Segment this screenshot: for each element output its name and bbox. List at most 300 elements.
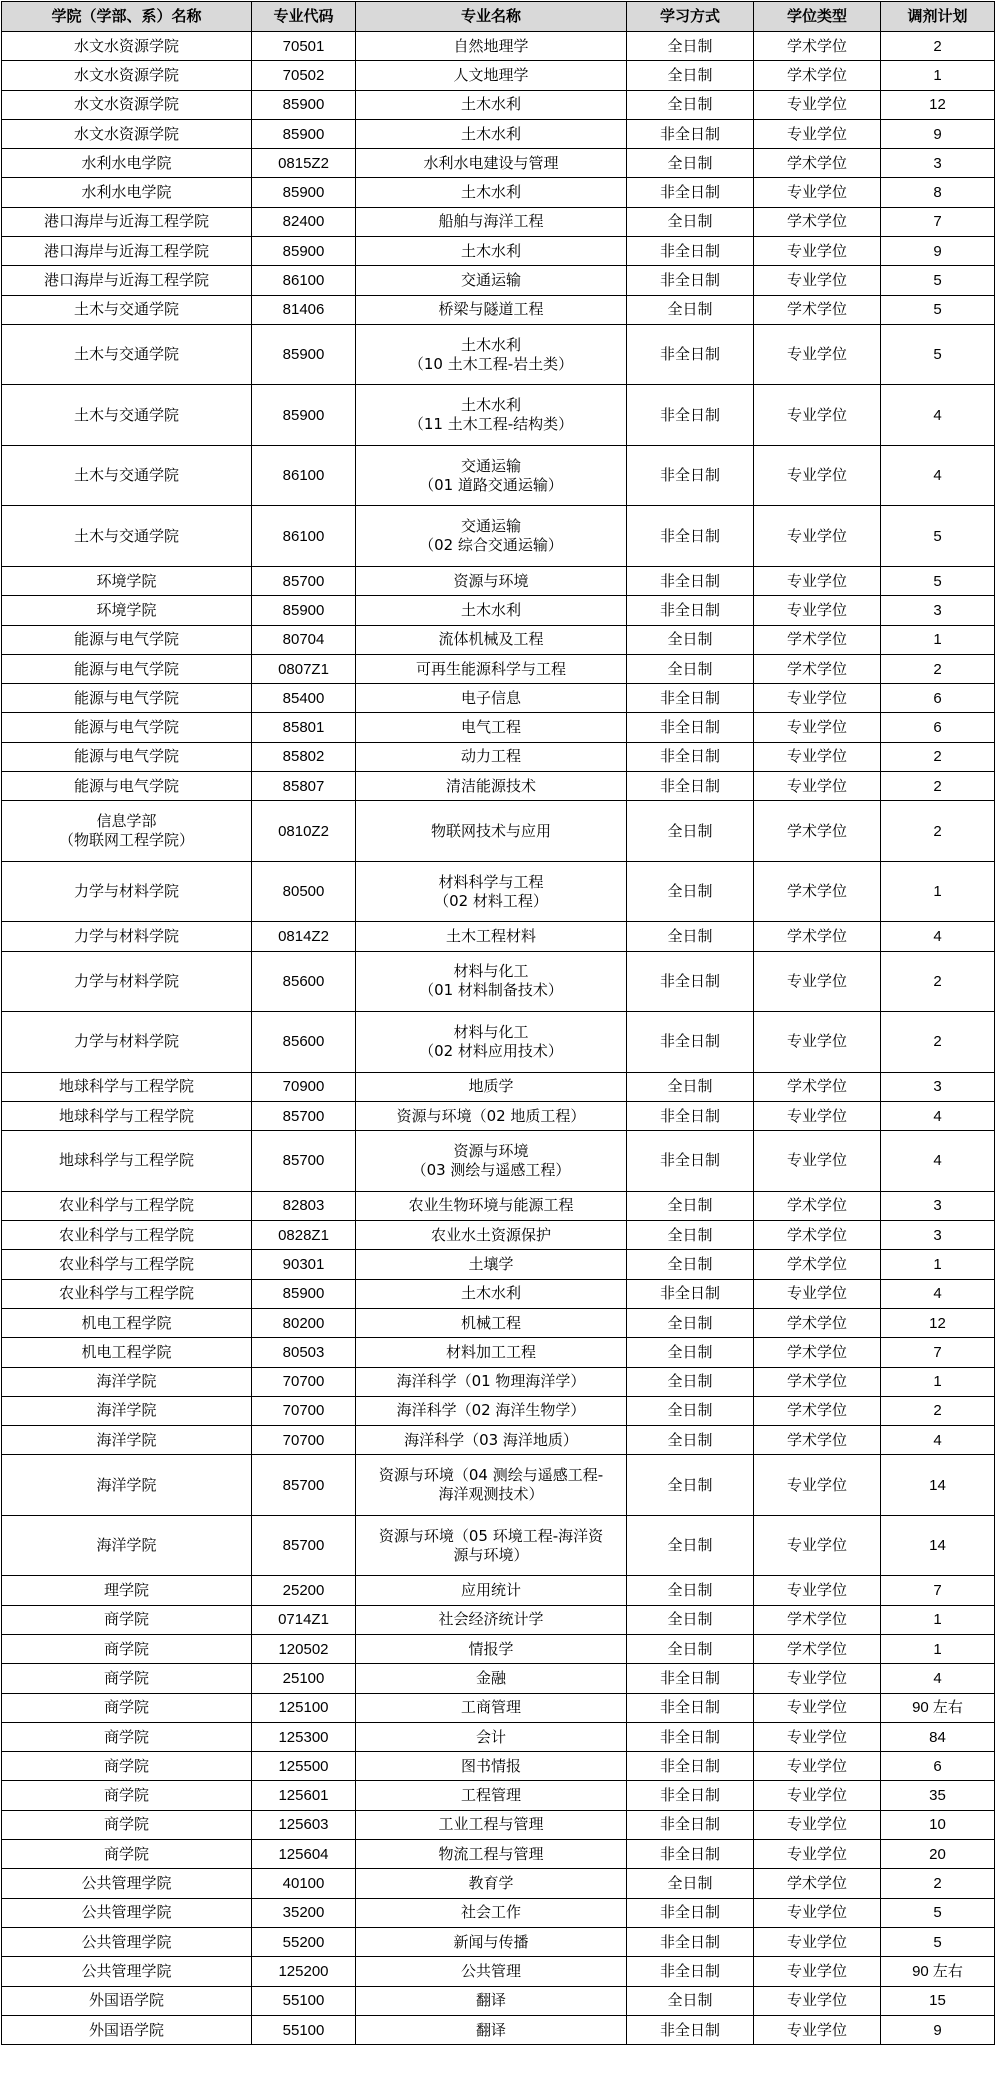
- degree-type-cell: [754, 1898, 881, 1927]
- college-cell: [2, 1455, 252, 1516]
- study-mode-cell-text: 非全日制: [659, 2020, 720, 2039]
- major-cell: [356, 1308, 627, 1337]
- code-cell: [252, 1957, 356, 1986]
- code-cell: [252, 1986, 356, 2015]
- college-cell: [2, 1957, 252, 1986]
- plan-count-cell: [881, 654, 995, 683]
- plan-count-cell: [881, 625, 995, 654]
- college-cell-text: 公共管理学院: [81, 1874, 172, 1893]
- table-row: [2, 207, 995, 236]
- degree-type-cell: [754, 596, 881, 625]
- degree-type-cell: [754, 295, 881, 324]
- major-cell-text: 电子信息: [460, 688, 521, 707]
- college-cell-text: 地球科学与工程学院: [58, 1077, 194, 1096]
- major-cell: [356, 2015, 627, 2044]
- degree-type-cell-text: 专业学位: [786, 1475, 847, 1494]
- study-mode-cell-text: 非全日制: [659, 1756, 720, 1775]
- admission-adjustment-table: [1, 1, 995, 2045]
- major-cell: [356, 1722, 627, 1751]
- degree-type-cell-text: 学术学位: [786, 1254, 847, 1273]
- degree-type-cell-text: 专业学位: [786, 571, 847, 590]
- plan-count-cell: [881, 207, 995, 236]
- degree-type-cell: [754, 772, 881, 801]
- college-cell-text: 环境学院: [96, 600, 157, 619]
- college-cell-text: 公共管理学院: [81, 1903, 172, 1922]
- code-cell: [252, 1515, 356, 1576]
- college-cell: [2, 1279, 252, 1308]
- college-cell-text: 水利水电学院: [81, 183, 172, 202]
- degree-type-cell: [754, 90, 881, 119]
- code-cell-text: 90301: [282, 1255, 325, 1273]
- major-cell: [356, 1781, 627, 1810]
- study-mode-cell-text: 非全日制: [659, 1961, 720, 1980]
- plan-count-cell-text: 5: [933, 1904, 942, 1922]
- degree-type-cell: [754, 1927, 881, 1956]
- plan-count-cell: [881, 1635, 995, 1664]
- college-cell-text: 农业科学与工程学院: [58, 1284, 194, 1303]
- plan-count-cell: [881, 32, 995, 61]
- study-mode-cell-text: 全日制: [667, 1313, 713, 1332]
- major-cell-text: 材料与化工 （02 材料应用技术）: [419, 1022, 563, 1060]
- code-cell-text: 55100: [282, 2021, 325, 2039]
- code-cell: [252, 1898, 356, 1927]
- table-row: [2, 1012, 995, 1073]
- study-mode-cell-text: 非全日制: [659, 466, 720, 485]
- study-mode-cell: [627, 178, 754, 207]
- degree-type-cell-text: 专业学位: [786, 526, 847, 545]
- college-cell-text: 公共管理学院: [81, 1932, 172, 1951]
- study-mode-cell-text: 非全日制: [659, 1815, 720, 1834]
- degree-type-cell: [754, 654, 881, 683]
- code-cell-text: 25200: [282, 1582, 325, 1600]
- plan-count-cell: [881, 1576, 995, 1605]
- degree-type-cell-text: 专业学位: [786, 1786, 847, 1805]
- major-cell-text: 交通运输 （02 综合交通运输）: [419, 517, 563, 555]
- study-mode-cell-text: 全日制: [667, 1991, 713, 2010]
- college-cell: [2, 1515, 252, 1576]
- college-cell-text: 商学院: [103, 1727, 149, 1746]
- study-mode-cell-text: 非全日制: [659, 1844, 720, 1863]
- degree-type-cell-text: 专业学位: [786, 1698, 847, 1717]
- college-cell: [2, 1576, 252, 1605]
- code-cell: [252, 149, 356, 178]
- code-cell: [252, 90, 356, 119]
- table-row: [2, 1664, 995, 1693]
- major-cell: [356, 1426, 627, 1455]
- major-cell: [356, 1101, 627, 1130]
- study-mode-cell: [627, 951, 754, 1012]
- study-mode-cell: [627, 1635, 754, 1664]
- study-mode-cell-text: 非全日制: [659, 124, 720, 143]
- code-cell-text: 86100: [282, 527, 325, 545]
- study-mode-cell: [627, 1131, 754, 1192]
- major-cell-text: 教育学: [468, 1874, 514, 1893]
- major-cell: [356, 684, 627, 713]
- college-cell-text: 土木与交通学院: [73, 405, 179, 424]
- major-cell: [356, 922, 627, 951]
- major-cell-text: 农业生物环境与能源工程: [408, 1196, 574, 1215]
- plan-count-cell-text: 84: [929, 1728, 946, 1746]
- study-mode-cell: [627, 625, 754, 654]
- college-cell-text: 水文水资源学院: [73, 95, 179, 114]
- degree-type-cell-text: 学术学位: [786, 1639, 847, 1658]
- plan-count-cell-text: 4: [933, 406, 942, 424]
- college-cell: [2, 207, 252, 236]
- code-cell-text: 125500: [278, 1757, 329, 1775]
- degree-type-cell-text: 专业学位: [786, 600, 847, 619]
- code-cell-text: 0807Z1: [278, 660, 329, 678]
- code-cell: [252, 1781, 356, 1810]
- college-cell-text: 商学院: [103, 1786, 149, 1805]
- plan-count-cell: [881, 566, 995, 595]
- degree-type-cell-text: 专业学位: [786, 241, 847, 260]
- major-cell: [356, 1986, 627, 2015]
- study-mode-cell-text: 全日制: [667, 1581, 713, 1600]
- plan-count-cell-text: 7: [933, 1343, 942, 1361]
- major-cell-text: 水利水电建设与管理: [423, 153, 559, 172]
- major-cell: [356, 178, 627, 207]
- college-cell-text: 信息学部 （物联网工程学院）: [58, 812, 194, 850]
- degree-type-cell-text: 专业学位: [786, 95, 847, 114]
- code-cell: [252, 1072, 356, 1101]
- degree-type-cell: [754, 1101, 881, 1130]
- plan-count-cell: [881, 713, 995, 742]
- table-row: [2, 1752, 995, 1781]
- table-row: [2, 861, 995, 922]
- degree-type-cell: [754, 1308, 881, 1337]
- degree-type-cell: [754, 1455, 881, 1516]
- plan-count-cell-text: 4: [933, 1285, 942, 1303]
- major-cell-text: 土壤学: [468, 1254, 514, 1273]
- college-cell-text: 商学院: [103, 1610, 149, 1629]
- degree-type-cell: [754, 1986, 881, 2015]
- degree-type-cell: [754, 1722, 881, 1751]
- table-row: [2, 1131, 995, 1192]
- table-row: [2, 266, 995, 295]
- college-cell-text: 公共管理学院: [81, 1961, 172, 1980]
- major-cell: [356, 1191, 627, 1220]
- study-mode-cell: [627, 1515, 754, 1576]
- major-cell: [356, 1072, 627, 1101]
- code-cell-text: 85900: [282, 242, 325, 260]
- code-cell: [252, 654, 356, 683]
- college-cell: [2, 1131, 252, 1192]
- plan-count-cell: [881, 178, 995, 207]
- study-mode-cell-text: 非全日制: [659, 1727, 720, 1746]
- college-cell-text: 地球科学与工程学院: [58, 1151, 194, 1170]
- table-row: [2, 90, 995, 119]
- header-row: [2, 2, 995, 32]
- plan-count-cell: [881, 1426, 995, 1455]
- college-cell-text: 海洋学院: [96, 1430, 157, 1449]
- major-cell: [356, 1396, 627, 1425]
- plan-count-cell: [881, 1279, 995, 1308]
- college-cell-text: 商学院: [103, 1844, 149, 1863]
- plan-count-cell: [881, 1515, 995, 1576]
- major-cell-text: 土木水利: [460, 95, 521, 114]
- degree-type-cell: [754, 506, 881, 567]
- study-mode-cell-text: 全日制: [667, 1077, 713, 1096]
- degree-type-cell: [754, 1072, 881, 1101]
- code-cell: [252, 1840, 356, 1869]
- table-row: [2, 1576, 995, 1605]
- code-cell-text: 85700: [282, 1537, 325, 1555]
- major-cell-text: 会计: [475, 1727, 506, 1746]
- code-cell-text: 0810Z2: [278, 822, 329, 840]
- code-cell-text: 70700: [282, 1402, 325, 1420]
- degree-type-cell: [754, 1957, 881, 1986]
- plan-count-cell: [881, 1367, 995, 1396]
- code-cell-text: 55200: [282, 1933, 325, 1951]
- college-cell: [2, 801, 252, 862]
- major-cell: [356, 1515, 627, 1576]
- table-row: [2, 506, 995, 567]
- table-row: [2, 801, 995, 862]
- study-mode-cell: [627, 1722, 754, 1751]
- study-mode-cell-text: 全日制: [667, 926, 713, 945]
- study-mode-cell-text: 全日制: [667, 1254, 713, 1273]
- degree-type-cell-text: 学术学位: [786, 300, 847, 319]
- code-cell-text: 85700: [282, 572, 325, 590]
- major-cell: [356, 1664, 627, 1693]
- major-cell-text: 清洁能源技术: [445, 776, 536, 795]
- study-mode-cell-text: 非全日制: [659, 405, 720, 424]
- degree-type-cell: [754, 1131, 881, 1192]
- degree-type-cell-text: 专业学位: [786, 718, 847, 737]
- study-mode-cell-text: 非全日制: [659, 776, 720, 795]
- study-mode-cell: [627, 1221, 754, 1250]
- major-cell-text: 机械工程: [460, 1313, 521, 1332]
- table-row: [2, 1455, 995, 1516]
- degree-type-cell-text: 专业学位: [786, 1932, 847, 1951]
- college-cell: [2, 1250, 252, 1279]
- plan-count-cell-text: 2: [933, 822, 942, 840]
- code-cell: [252, 922, 356, 951]
- study-mode-cell: [627, 445, 754, 506]
- code-cell: [252, 1635, 356, 1664]
- plan-count-cell: [881, 1752, 995, 1781]
- study-mode-cell-text: 非全日制: [659, 971, 720, 990]
- plan-count-cell: [881, 951, 995, 1012]
- major-cell: [356, 90, 627, 119]
- code-cell-text: 85700: [282, 1476, 325, 1494]
- plan-count-cell: [881, 1810, 995, 1839]
- code-cell-text: 85600: [282, 1033, 325, 1051]
- plan-count-cell: [881, 1693, 995, 1722]
- table-row: [2, 295, 995, 324]
- code-cell: [252, 1367, 356, 1396]
- table-row: [2, 713, 995, 742]
- code-cell-text: 82400: [282, 213, 325, 231]
- table-row: [2, 445, 995, 506]
- plan-count-cell: [881, 1840, 995, 1869]
- code-cell-text: 0714Z1: [278, 1611, 329, 1629]
- degree-type-cell: [754, 1396, 881, 1425]
- table-row: [2, 324, 995, 385]
- plan-count-cell-text: 2: [933, 37, 942, 55]
- major-cell: [356, 1221, 627, 1250]
- code-cell-text: 85900: [282, 184, 325, 202]
- major-cell-text: 材料加工工程: [445, 1342, 536, 1361]
- study-mode-cell-text: 非全日制: [659, 571, 720, 590]
- degree-type-cell-text: 学术学位: [786, 1401, 847, 1420]
- degree-type-cell-text: 专业学位: [786, 971, 847, 990]
- table-row: [2, 2015, 995, 2044]
- study-mode-cell: [627, 324, 754, 385]
- college-cell-text: 力学与材料学院: [73, 882, 179, 901]
- college-cell-text: 商学院: [103, 1698, 149, 1717]
- table-row: [2, 61, 995, 90]
- college-cell-text: 商学院: [103, 1756, 149, 1775]
- study-mode-cell: [627, 119, 754, 148]
- study-mode-cell: [627, 1250, 754, 1279]
- college-cell-text: 理学院: [103, 1581, 149, 1600]
- code-cell-text: 85900: [282, 406, 325, 424]
- degree-type-cell: [754, 922, 881, 951]
- college-cell: [2, 1012, 252, 1073]
- college-cell: [2, 596, 252, 625]
- study-mode-cell-text: 非全日制: [659, 271, 720, 290]
- plan-count-cell: [881, 2015, 995, 2044]
- study-mode-cell-text: 全日制: [667, 1430, 713, 1449]
- major-cell-text: 公共管理: [460, 1961, 521, 1980]
- code-cell-text: 25100: [282, 1669, 325, 1687]
- degree-type-cell: [754, 713, 881, 742]
- table-row: [2, 1605, 995, 1634]
- major-cell: [356, 625, 627, 654]
- study-mode-cell: [627, 1927, 754, 1956]
- college-cell-text: 机电工程学院: [81, 1313, 172, 1332]
- plan-count-cell-text: 4: [933, 467, 942, 485]
- code-cell: [252, 61, 356, 90]
- code-cell: [252, 32, 356, 61]
- code-cell-text: 70502: [282, 66, 325, 84]
- college-cell: [2, 772, 252, 801]
- plan-count-cell-text: 5: [933, 527, 942, 545]
- study-mode-cell: [627, 2015, 754, 2044]
- major-cell-text: 海洋科学（03 海洋地质）: [404, 1430, 578, 1449]
- major-cell-text: 土木水利: [460, 124, 521, 143]
- code-cell: [252, 625, 356, 654]
- major-cell: [356, 324, 627, 385]
- college-cell-text: 海洋学院: [96, 1475, 157, 1494]
- plan-count-cell-text: 4: [933, 1431, 942, 1449]
- plan-count-cell: [881, 684, 995, 713]
- plan-count-cell-text: 90 左右: [912, 1699, 963, 1717]
- code-cell-text: 125604: [278, 1845, 329, 1863]
- degree-type-cell-text: 学术学位: [786, 630, 847, 649]
- degree-type-cell: [754, 266, 881, 295]
- college-cell: [2, 1752, 252, 1781]
- college-cell-text: 农业科学与工程学院: [58, 1196, 194, 1215]
- major-cell: [356, 61, 627, 90]
- degree-type-cell: [754, 207, 881, 236]
- plan-count-cell: [881, 1072, 995, 1101]
- degree-type-cell: [754, 119, 881, 148]
- code-cell: [252, 237, 356, 266]
- code-cell: [252, 1455, 356, 1516]
- study-mode-cell: [627, 772, 754, 801]
- code-cell: [252, 2015, 356, 2044]
- study-mode-cell: [627, 1605, 754, 1634]
- study-mode-cell: [627, 1752, 754, 1781]
- degree-type-cell: [754, 1840, 881, 1869]
- table-row: [2, 1635, 995, 1664]
- study-mode-cell: [627, 1664, 754, 1693]
- table-row: [2, 1101, 995, 1130]
- degree-type-cell-text: 学术学位: [786, 1313, 847, 1332]
- plan-count-cell-text: 2: [933, 1033, 942, 1051]
- study-mode-cell-text: 全日制: [667, 300, 713, 319]
- major-cell: [356, 713, 627, 742]
- plan-count-cell-text: 15: [929, 1992, 946, 2010]
- degree-type-cell-text: 学术学位: [786, 1225, 847, 1244]
- degree-type-cell: [754, 1221, 881, 1250]
- degree-type-cell: [754, 1693, 881, 1722]
- code-cell: [252, 1396, 356, 1425]
- degree-type-cell: [754, 1279, 881, 1308]
- college-cell-text: 农业科学与工程学院: [58, 1225, 194, 1244]
- college-cell-text: 机电工程学院: [81, 1342, 172, 1361]
- plan-count-cell: [881, 1957, 995, 1986]
- degree-type-cell: [754, 1191, 881, 1220]
- code-cell: [252, 119, 356, 148]
- major-cell-text: 资源与环境: [453, 571, 529, 590]
- major-cell: [356, 1869, 627, 1898]
- study-mode-cell: [627, 1576, 754, 1605]
- college-cell: [2, 1221, 252, 1250]
- code-cell-text: 85700: [282, 1107, 325, 1125]
- table-row: [2, 1338, 995, 1367]
- major-cell: [356, 654, 627, 683]
- degree-type-cell-text: 专业学位: [786, 747, 847, 766]
- code-cell: [252, 178, 356, 207]
- major-cell-text: 电气工程: [460, 718, 521, 737]
- study-mode-cell-text: 非全日制: [659, 600, 720, 619]
- college-cell-text: 土木与交通学院: [73, 526, 179, 545]
- table-row: [2, 1840, 995, 1869]
- college-cell: [2, 1898, 252, 1927]
- degree-type-cell: [754, 861, 881, 922]
- study-mode-cell-text: 全日制: [667, 1372, 713, 1391]
- college-cell-text: 力学与材料学院: [73, 971, 179, 990]
- plan-count-cell: [881, 119, 995, 148]
- plan-count-cell-text: 9: [933, 242, 942, 260]
- degree-type-cell-text: 学术学位: [786, 1372, 847, 1391]
- college-cell-text: 能源与电气学院: [73, 688, 179, 707]
- study-mode-cell-text: 全日制: [667, 1610, 713, 1629]
- plan-count-cell: [881, 1250, 995, 1279]
- study-mode-cell-text: 全日制: [667, 212, 713, 231]
- code-cell: [252, 742, 356, 771]
- code-cell: [252, 801, 356, 862]
- major-cell-text: 工业工程与管理: [438, 1815, 544, 1834]
- study-mode-cell: [627, 1367, 754, 1396]
- degree-type-cell-text: 专业学位: [786, 466, 847, 485]
- major-cell-text: 翻译: [475, 1991, 506, 2010]
- table-row: [2, 119, 995, 148]
- college-cell: [2, 324, 252, 385]
- plan-count-cell-text: 7: [933, 1582, 942, 1600]
- code-cell: [252, 324, 356, 385]
- degree-type-cell: [754, 61, 881, 90]
- college-cell: [2, 149, 252, 178]
- college-cell-text: 能源与电气学院: [73, 776, 179, 795]
- major-cell-text: 人文地理学: [453, 65, 529, 84]
- code-cell-text: 85400: [282, 689, 325, 707]
- degree-type-cell: [754, 1781, 881, 1810]
- plan-count-cell-text: 12: [929, 96, 946, 114]
